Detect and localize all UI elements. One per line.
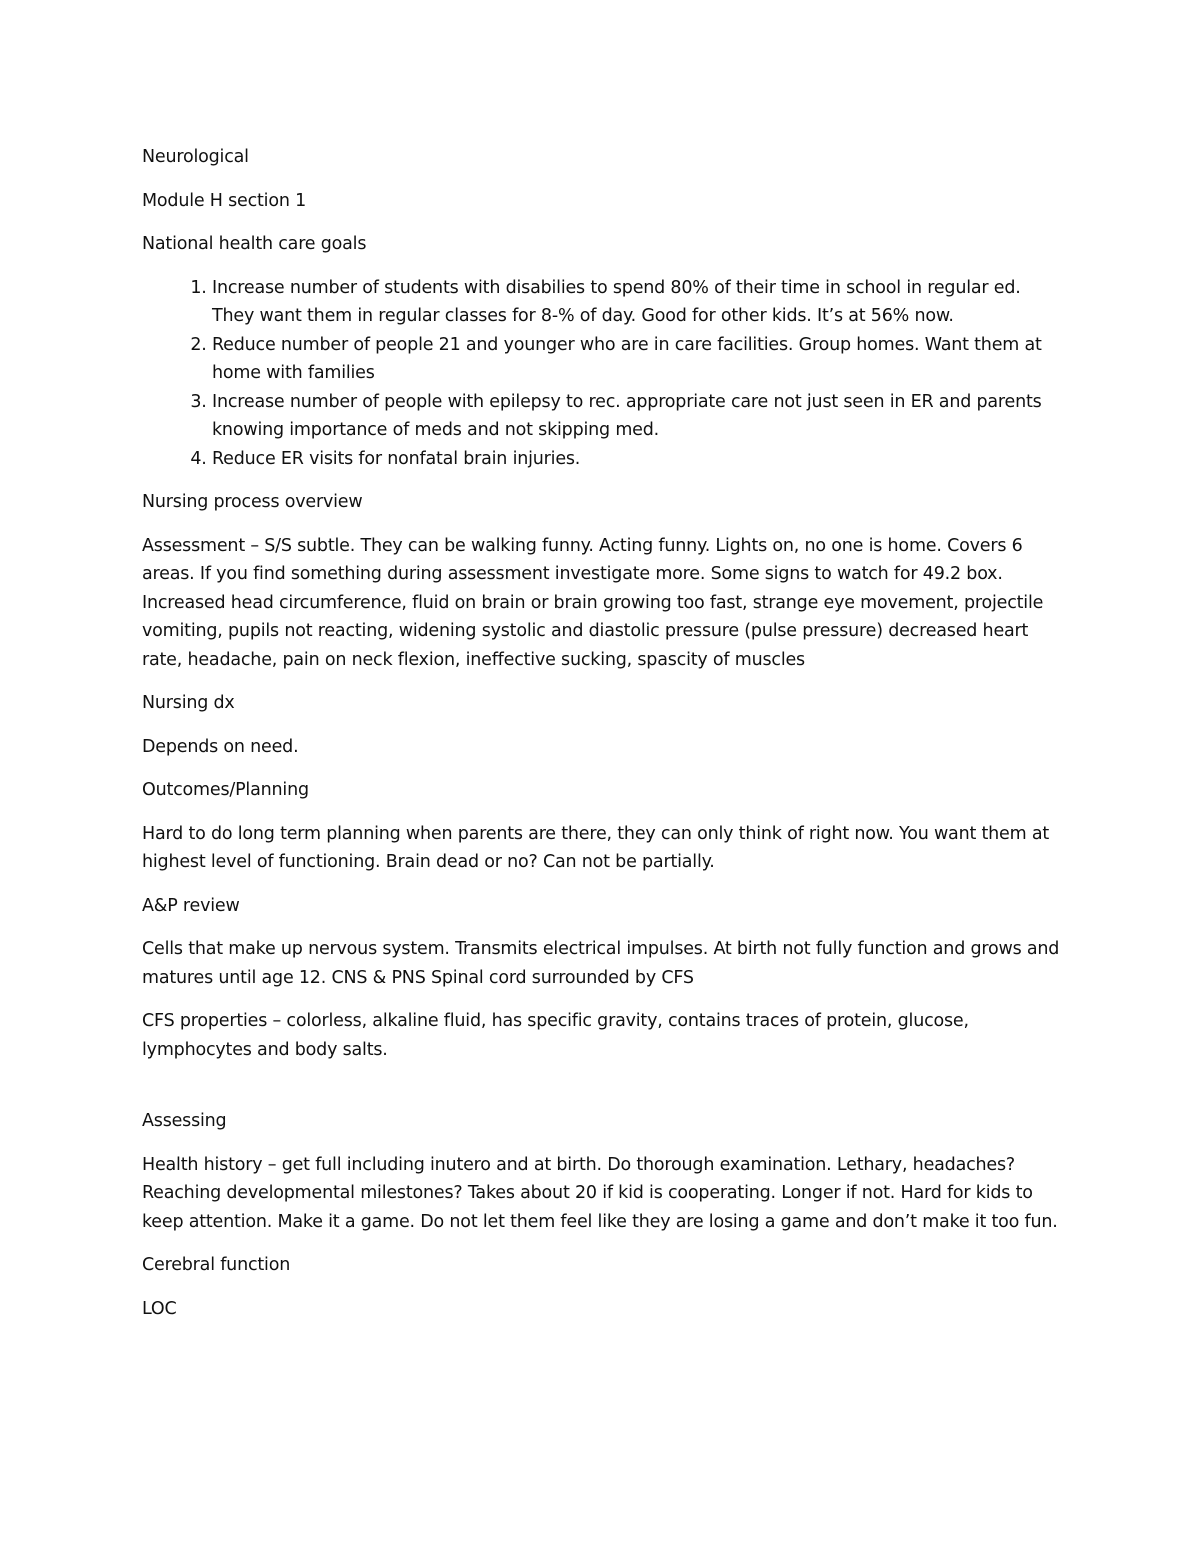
goals-heading: National health care goals [142, 234, 367, 254]
document-body [142, 143, 1067, 1338]
document-title: Neurological [142, 147, 249, 167]
ap-review-paragraph: Cells that make up nervous system. Transmits electrical impulses. At birth not fully function and grows and matures until age 12. CNS & PNS Spinal cord surrounded by CFS [142, 939, 1060, 988]
nursing-dx-heading: Nursing dx [142, 693, 235, 713]
cfs-properties-paragraph: CFS properties – colorless, alkaline fluid, has specific gravity, contains traces of protein, glucose, lymphocytes and body salts. [142, 1011, 969, 1060]
goals-list-item: 3. Increase number of people with epilepsy to rec. appropriate care not just seen in ER and parents knowing importance of meds and not skipping med. [212, 388, 1067, 445]
loc-heading: LOC [142, 1298, 177, 1319]
goals-list-item: 1. Increase number of students with disabilies to spend 80% of their time in school in regular ed. They want them in regular classes for 8-% of day. Good for other kids. It’s at 56% now. [212, 274, 1067, 331]
blank-line [142, 1079, 1067, 1107]
health-history-paragraph: Health history – get full including inutero and at birth. Do thorough examination. Lethary, headaches? Reaching developmental milestones? Takes about 20 if kid is cooperating. Longer if not. Hard for kids to keep attention. Make it a game. Do not let them feel like they are losing a game and don’t make it too fun. [142, 1154, 1058, 1232]
module-label: Module H section 1 [142, 190, 307, 211]
goals-list-item: 4. Reduce ER visits for nonfatal brain injuries. [212, 445, 1067, 474]
nursing-process-heading: Nursing process overview [142, 492, 363, 512]
goals-list [142, 274, 1067, 474]
outcomes-paragraph: Hard to do long term planning when parents are there, they can only think of right now. You want them at highest level of functioning. Brain dead or no? Can not be partially. [142, 823, 1050, 872]
assessment-paragraph: Assessment – S/S subtle. They can be walking funny. Acting funny. Lights on, no one is home. Covers 6 areas. If you find something during assessment investigate more. Some signs to watch for 49.2 box. Increased head circumference, fluid on brain or brain growing too fast, strange eye movement, projectile vomiting, pupils not reacting, widening systolic and diastolic pressure (pulse pressure) decreased heart rate, headache, pain on neck flexion, ineffective sucking, spascity of muscles [142, 535, 1044, 670]
goals-list-item: 2. Reduce number of people 21 and younger who are in care facilities. Group homes. Want them at home with families [212, 331, 1067, 388]
ap-review-heading: A&P review [142, 895, 240, 916]
assessing-heading: Assessing [142, 1111, 227, 1131]
outcomes-heading: Outcomes/Planning [142, 780, 309, 800]
nursing-dx-paragraph: Depends on need. [142, 736, 299, 757]
cerebral-function-heading: Cerebral function [142, 1255, 291, 1275]
